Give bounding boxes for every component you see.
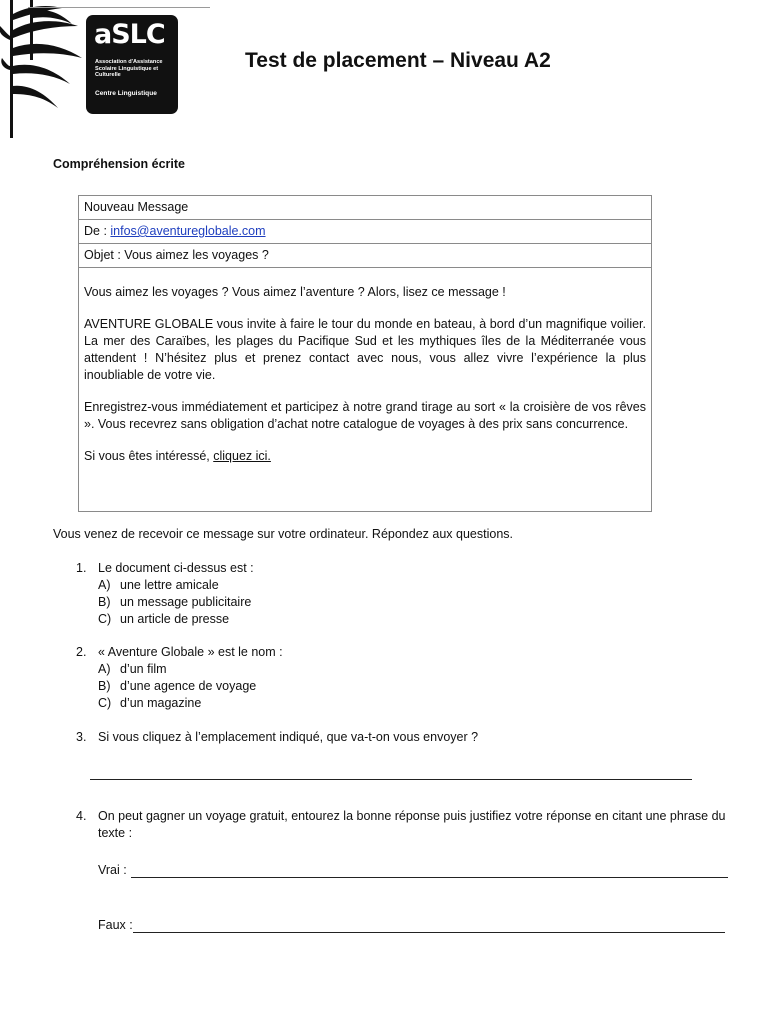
option-text: d’un magazine <box>120 696 202 710</box>
option-text: un article de presse <box>120 612 230 626</box>
option-text: un message publicitaire <box>120 595 252 609</box>
logo-mark: aSLC <box>94 19 165 50</box>
email-body <box>79 268 651 465</box>
answer-line-false[interactable] <box>133 932 725 933</box>
header-rule <box>28 7 210 8</box>
option-letter: B) <box>98 679 111 693</box>
email-message <box>78 195 652 512</box>
question-number: 2. <box>76 645 87 659</box>
option-text: une lettre amicale <box>120 578 219 592</box>
option-letter: C) <box>98 696 112 710</box>
logo-centre: Centre Linguistique <box>95 90 157 97</box>
option-letter: B) <box>98 595 111 609</box>
false-label: Faux : <box>98 918 133 932</box>
logo-subtitle: Association d'Assistance Scolaire Linguistique et Culturelle <box>95 59 163 79</box>
answer-line-q3[interactable] <box>90 779 692 780</box>
question-text: « Aventure Globale » est le nom : <box>98 645 283 659</box>
email-cta-link[interactable]: cliquez ici. <box>213 449 271 463</box>
page-title: Test de placement – Niveau A2 <box>245 49 551 72</box>
option-text: d’une agence de voyage <box>120 679 257 693</box>
email-from-label: De : <box>84 224 111 238</box>
true-label: Vrai : <box>98 863 127 877</box>
bamboo-illustration <box>0 0 90 140</box>
option-text: d’un film <box>120 662 167 676</box>
email-paragraph-3: Enregistrez-vous immédiatement et participez à notre grand tirage au sort « la croisière de vos rêves ». Vous recevrez sans obligation d’achat notre catalogue de voyages à des prix sans concurrence. <box>84 400 646 431</box>
option-letter: A) <box>98 662 111 676</box>
question-text: Le document ci-dessus est : <box>98 561 254 575</box>
question-text: Si vous cliquez à l’emplacement indiqué, que va-t-on vous envoyer ? <box>98 730 479 744</box>
email-cta-prefix: Si vous êtes intéressé, <box>84 449 214 463</box>
option-letter: C) <box>98 612 112 626</box>
email-heading: Nouveau Message <box>79 196 651 220</box>
instructions: Vous venez de recevoir ce message sur votre ordinateur. Répondez aux questions. <box>53 527 513 541</box>
answer-line-true[interactable] <box>131 877 728 878</box>
email-paragraph-1: Vous aimez les voyages ? Vous aimez l’aventure ? Alors, lisez ce message ! <box>84 285 506 299</box>
option-letter: A) <box>98 578 111 592</box>
email-paragraph-2: AVENTURE GLOBALE vous invite à faire le tour du monde en bateau, à bord d’un magnifique voilier. La mer des Caraïbes, les plages du Pacifique Sud et les mythiques îles de la Méditerranée vous attendent ! N’hésitez plus et prenez contact avec nous, vous allez vivre l’expérience la plus inoubliable de votre vie. <box>84 317 646 382</box>
section-title: Compréhension écrite <box>53 157 185 171</box>
email-from-row <box>79 220 651 244</box>
question-4-text: On peut gagner un voyage gratuit, entourez la bonne réponse puis justifiez votre réponse en citant une phrase du texte : <box>98 809 726 840</box>
question-number: 4. <box>76 809 87 823</box>
email-cta <box>84 448 646 465</box>
question-number: 3. <box>76 730 87 744</box>
aslc-logo <box>86 15 178 114</box>
question-number: 1. <box>76 561 87 575</box>
email-from-link[interactable]: infos@aventureglobale.com <box>110 224 266 238</box>
email-subject: Objet : Vous aimez les voyages ? <box>79 244 651 268</box>
